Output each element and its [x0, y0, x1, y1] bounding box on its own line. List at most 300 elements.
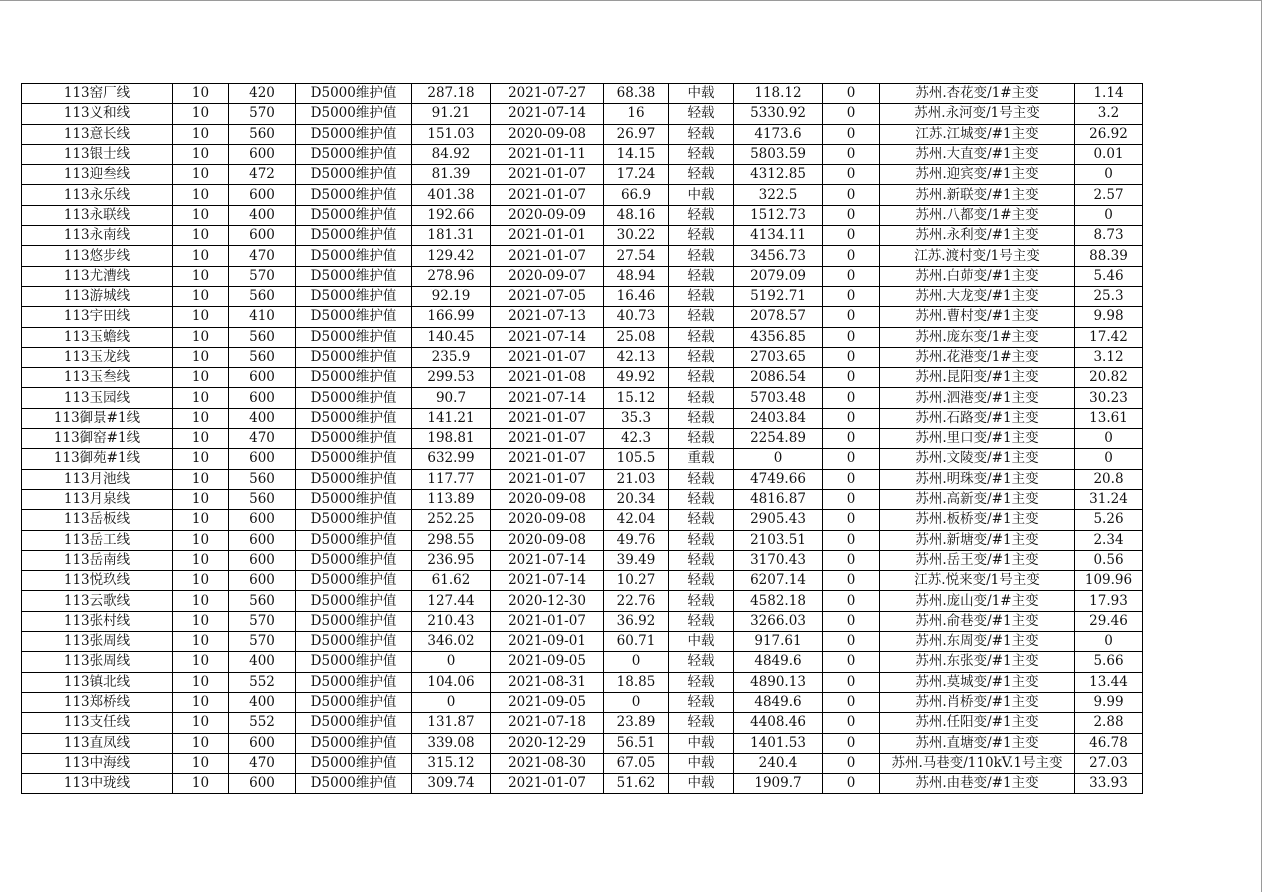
source-cell[interactable]: D5000维护值 — [296, 611, 412, 631]
load-rate-cell[interactable]: 0 — [604, 652, 669, 672]
load-rate-cell[interactable]: 10.27 — [604, 571, 669, 591]
current-cell[interactable]: 632.99 — [412, 449, 491, 469]
substation-cell[interactable]: 苏州.肖桥变/#1主变 — [880, 692, 1075, 712]
substation-cell[interactable]: 苏州.石路变/#1主变 — [880, 408, 1075, 428]
voltage-cell[interactable]: 10 — [173, 226, 229, 246]
line-name-cell[interactable]: 113岳工线 — [22, 530, 173, 550]
zero-cell[interactable]: 0 — [823, 469, 880, 489]
load-rate-cell[interactable]: 42.3 — [604, 429, 669, 449]
date-cell[interactable]: 2020-09-08 — [491, 489, 604, 509]
voltage-cell[interactable]: 10 — [173, 327, 229, 347]
date-cell[interactable]: 2021-01-07 — [491, 185, 604, 205]
source-cell[interactable]: D5000维护值 — [296, 347, 412, 367]
load-status-cell[interactable]: 中载 — [669, 733, 734, 753]
rated-current-cell[interactable]: 400 — [229, 652, 296, 672]
rated-current-cell[interactable]: 552 — [229, 713, 296, 733]
source-cell[interactable]: D5000维护值 — [296, 489, 412, 509]
load-status-cell[interactable]: 轻载 — [669, 469, 734, 489]
substation-cell[interactable]: 苏州.大龙变/#1主变 — [880, 286, 1075, 306]
current-cell[interactable]: 151.03 — [412, 124, 491, 144]
voltage-cell[interactable]: 10 — [173, 753, 229, 773]
current-cell[interactable]: 198.81 — [412, 429, 491, 449]
zero-cell[interactable]: 0 — [823, 774, 880, 794]
substation-cell[interactable]: 苏州.直塘变/#1主变 — [880, 733, 1075, 753]
date-cell[interactable]: 2021-01-07 — [491, 611, 604, 631]
substation-cell[interactable]: 苏州.俞巷变/#1主变 — [880, 611, 1075, 631]
capacity-cell[interactable]: 4849.6 — [734, 692, 823, 712]
value-cell[interactable]: 0.56 — [1075, 550, 1143, 570]
current-cell[interactable]: 278.96 — [412, 266, 491, 286]
load-status-cell[interactable]: 轻载 — [669, 429, 734, 449]
line-name-cell[interactable]: 113尤漕线 — [22, 266, 173, 286]
load-rate-cell[interactable]: 17.24 — [604, 165, 669, 185]
value-cell[interactable]: 5.26 — [1075, 510, 1143, 530]
line-name-cell[interactable]: 113张周线 — [22, 632, 173, 652]
substation-cell[interactable]: 苏州.庞东变/1#主变 — [880, 327, 1075, 347]
substation-cell[interactable]: 江苏.悦来变/1号主变 — [880, 571, 1075, 591]
value-cell[interactable]: 30.23 — [1075, 388, 1143, 408]
current-cell[interactable]: 210.43 — [412, 611, 491, 631]
load-rate-cell[interactable]: 23.89 — [604, 713, 669, 733]
line-name-cell[interactable]: 113中珑线 — [22, 774, 173, 794]
value-cell[interactable]: 5.66 — [1075, 652, 1143, 672]
load-status-cell[interactable]: 轻载 — [669, 246, 734, 266]
rated-current-cell[interactable]: 560 — [229, 489, 296, 509]
substation-cell[interactable]: 苏州.东周变/#1主变 — [880, 632, 1075, 652]
voltage-cell[interactable]: 10 — [173, 307, 229, 327]
load-rate-cell[interactable]: 42.13 — [604, 347, 669, 367]
zero-cell[interactable]: 0 — [823, 347, 880, 367]
source-cell[interactable]: D5000维护值 — [296, 733, 412, 753]
line-name-cell[interactable]: 113御窑#1线 — [22, 429, 173, 449]
zero-cell[interactable]: 0 — [823, 591, 880, 611]
capacity-cell[interactable]: 2079.09 — [734, 266, 823, 286]
zero-cell[interactable]: 0 — [823, 510, 880, 530]
capacity-cell[interactable]: 1909.7 — [734, 774, 823, 794]
load-status-cell[interactable]: 轻载 — [669, 347, 734, 367]
current-cell[interactable]: 315.12 — [412, 753, 491, 773]
rated-current-cell[interactable]: 600 — [229, 774, 296, 794]
value-cell[interactable]: 26.92 — [1075, 124, 1143, 144]
substation-cell[interactable]: 苏州.花港变/1#主变 — [880, 347, 1075, 367]
substation-cell[interactable]: 苏州.永利变/#1主变 — [880, 226, 1075, 246]
substation-cell[interactable]: 苏州.昆阳变/#1主变 — [880, 368, 1075, 388]
capacity-cell[interactable]: 5803.59 — [734, 144, 823, 164]
load-status-cell[interactable]: 轻载 — [669, 286, 734, 306]
source-cell[interactable]: D5000维护值 — [296, 144, 412, 164]
zero-cell[interactable]: 0 — [823, 286, 880, 306]
voltage-cell[interactable]: 10 — [173, 185, 229, 205]
line-name-cell[interactable]: 113永乐线 — [22, 185, 173, 205]
capacity-cell[interactable]: 2254.89 — [734, 429, 823, 449]
source-cell[interactable]: D5000维护值 — [296, 530, 412, 550]
load-rate-cell[interactable]: 0 — [604, 692, 669, 712]
source-cell[interactable]: D5000维护值 — [296, 449, 412, 469]
line-name-cell[interactable]: 113窑厂线 — [22, 84, 173, 104]
zero-cell[interactable]: 0 — [823, 165, 880, 185]
voltage-cell[interactable]: 10 — [173, 611, 229, 631]
rated-current-cell[interactable]: 400 — [229, 205, 296, 225]
load-status-cell[interactable]: 中载 — [669, 185, 734, 205]
load-rate-cell[interactable]: 22.76 — [604, 591, 669, 611]
substation-cell[interactable]: 苏州.岳王变/#1主变 — [880, 550, 1075, 570]
date-cell[interactable]: 2021-07-27 — [491, 84, 604, 104]
value-cell[interactable]: 27.03 — [1075, 753, 1143, 773]
substation-cell[interactable]: 苏州.板桥变/#1主变 — [880, 510, 1075, 530]
voltage-cell[interactable]: 10 — [173, 124, 229, 144]
zero-cell[interactable]: 0 — [823, 652, 880, 672]
load-status-cell[interactable]: 中载 — [669, 753, 734, 773]
zero-cell[interactable]: 0 — [823, 611, 880, 631]
voltage-cell[interactable]: 10 — [173, 713, 229, 733]
value-cell[interactable]: 9.98 — [1075, 307, 1143, 327]
zero-cell[interactable]: 0 — [823, 632, 880, 652]
value-cell[interactable]: 0 — [1075, 429, 1143, 449]
voltage-cell[interactable]: 10 — [173, 246, 229, 266]
zero-cell[interactable]: 0 — [823, 672, 880, 692]
capacity-cell[interactable]: 2078.57 — [734, 307, 823, 327]
value-cell[interactable]: 8.73 — [1075, 226, 1143, 246]
line-name-cell[interactable]: 113张村线 — [22, 611, 173, 631]
value-cell[interactable]: 0 — [1075, 205, 1143, 225]
line-name-cell[interactable]: 113永南线 — [22, 226, 173, 246]
capacity-cell[interactable]: 4816.87 — [734, 489, 823, 509]
load-rate-cell[interactable]: 67.05 — [604, 753, 669, 773]
current-cell[interactable]: 131.87 — [412, 713, 491, 733]
source-cell[interactable]: D5000维护值 — [296, 632, 412, 652]
zero-cell[interactable]: 0 — [823, 713, 880, 733]
line-name-cell[interactable]: 113玉园线 — [22, 388, 173, 408]
value-cell[interactable]: 25.3 — [1075, 286, 1143, 306]
source-cell[interactable]: D5000维护值 — [296, 652, 412, 672]
substation-cell[interactable]: 江苏.江城变/#1主变 — [880, 124, 1075, 144]
date-cell[interactable]: 2021-01-07 — [491, 429, 604, 449]
capacity-cell[interactable]: 4849.6 — [734, 652, 823, 672]
load-rate-cell[interactable]: 60.71 — [604, 632, 669, 652]
current-cell[interactable]: 61.62 — [412, 571, 491, 591]
substation-cell[interactable]: 苏州.庞山变/1#主变 — [880, 591, 1075, 611]
value-cell[interactable]: 2.57 — [1075, 185, 1143, 205]
line-name-cell[interactable]: 113镇北线 — [22, 672, 173, 692]
source-cell[interactable]: D5000维护值 — [296, 185, 412, 205]
date-cell[interactable]: 2020-12-30 — [491, 591, 604, 611]
load-status-cell[interactable]: 轻载 — [669, 205, 734, 225]
date-cell[interactable]: 2021-01-07 — [491, 347, 604, 367]
rated-current-cell[interactable]: 552 — [229, 672, 296, 692]
date-cell[interactable]: 2021-09-05 — [491, 692, 604, 712]
rated-current-cell[interactable]: 600 — [229, 571, 296, 591]
zero-cell[interactable]: 0 — [823, 124, 880, 144]
current-cell[interactable]: 235.9 — [412, 347, 491, 367]
date-cell[interactable]: 2020-09-07 — [491, 266, 604, 286]
line-name-cell[interactable]: 113直凤线 — [22, 733, 173, 753]
line-name-cell[interactable]: 113迎叁线 — [22, 165, 173, 185]
rated-current-cell[interactable]: 570 — [229, 611, 296, 631]
source-cell[interactable]: D5000维护值 — [296, 246, 412, 266]
rated-current-cell[interactable]: 420 — [229, 84, 296, 104]
rated-current-cell[interactable]: 600 — [229, 733, 296, 753]
date-cell[interactable]: 2021-09-01 — [491, 632, 604, 652]
load-rate-cell[interactable]: 36.92 — [604, 611, 669, 631]
line-name-cell[interactable]: 113义和线 — [22, 104, 173, 124]
current-cell[interactable]: 104.06 — [412, 672, 491, 692]
load-status-cell[interactable]: 轻载 — [669, 266, 734, 286]
load-status-cell[interactable]: 轻载 — [669, 611, 734, 631]
date-cell[interactable]: 2021-07-14 — [491, 388, 604, 408]
value-cell[interactable]: 31.24 — [1075, 489, 1143, 509]
rated-current-cell[interactable]: 570 — [229, 632, 296, 652]
date-cell[interactable]: 2021-08-30 — [491, 753, 604, 773]
date-cell[interactable]: 2020-09-08 — [491, 124, 604, 144]
capacity-cell[interactable]: 1512.73 — [734, 205, 823, 225]
line-name-cell[interactable]: 113玉龙线 — [22, 347, 173, 367]
voltage-cell[interactable]: 10 — [173, 733, 229, 753]
voltage-cell[interactable]: 10 — [173, 368, 229, 388]
load-status-cell[interactable]: 轻载 — [669, 571, 734, 591]
capacity-cell[interactable]: 2905.43 — [734, 510, 823, 530]
date-cell[interactable]: 2020-09-09 — [491, 205, 604, 225]
rated-current-cell[interactable]: 400 — [229, 408, 296, 428]
line-name-cell[interactable]: 113悠步线 — [22, 246, 173, 266]
source-cell[interactable]: D5000维护值 — [296, 307, 412, 327]
voltage-cell[interactable]: 10 — [173, 429, 229, 449]
capacity-cell[interactable]: 4582.18 — [734, 591, 823, 611]
load-status-cell[interactable]: 轻载 — [669, 652, 734, 672]
substation-cell[interactable]: 苏州.八都变/1#主变 — [880, 205, 1075, 225]
load-rate-cell[interactable]: 49.76 — [604, 530, 669, 550]
load-status-cell[interactable]: 中载 — [669, 84, 734, 104]
voltage-cell[interactable]: 10 — [173, 449, 229, 469]
capacity-cell[interactable]: 4749.66 — [734, 469, 823, 489]
load-status-cell[interactable]: 轻载 — [669, 713, 734, 733]
capacity-cell[interactable]: 4408.46 — [734, 713, 823, 733]
zero-cell[interactable]: 0 — [823, 205, 880, 225]
rated-current-cell[interactable]: 470 — [229, 753, 296, 773]
source-cell[interactable]: D5000维护值 — [296, 226, 412, 246]
zero-cell[interactable]: 0 — [823, 692, 880, 712]
load-status-cell[interactable]: 轻载 — [669, 591, 734, 611]
load-rate-cell[interactable]: 66.9 — [604, 185, 669, 205]
value-cell[interactable]: 29.46 — [1075, 611, 1143, 631]
load-rate-cell[interactable]: 48.94 — [604, 266, 669, 286]
value-cell[interactable]: 0 — [1075, 632, 1143, 652]
substation-cell[interactable]: 苏州.明珠变/#1主变 — [880, 469, 1075, 489]
current-cell[interactable]: 113.89 — [412, 489, 491, 509]
load-rate-cell[interactable]: 25.08 — [604, 327, 669, 347]
date-cell[interactable]: 2020-09-08 — [491, 510, 604, 530]
substation-cell[interactable]: 苏州.曹村变/#1主变 — [880, 307, 1075, 327]
line-name-cell[interactable]: 113玉叁线 — [22, 368, 173, 388]
value-cell[interactable]: 17.93 — [1075, 591, 1143, 611]
value-cell[interactable]: 1.14 — [1075, 84, 1143, 104]
source-cell[interactable]: D5000维护值 — [296, 550, 412, 570]
value-cell[interactable]: 3.2 — [1075, 104, 1143, 124]
date-cell[interactable]: 2021-01-11 — [491, 144, 604, 164]
rated-current-cell[interactable]: 560 — [229, 469, 296, 489]
voltage-cell[interactable]: 10 — [173, 388, 229, 408]
current-cell[interactable]: 346.02 — [412, 632, 491, 652]
date-cell[interactable]: 2021-01-07 — [491, 449, 604, 469]
voltage-cell[interactable]: 10 — [173, 672, 229, 692]
substation-cell[interactable]: 江苏.渡村变/1号主变 — [880, 246, 1075, 266]
load-status-cell[interactable]: 轻载 — [669, 692, 734, 712]
current-cell[interactable]: 90.7 — [412, 388, 491, 408]
date-cell[interactable]: 2021-01-07 — [491, 469, 604, 489]
current-cell[interactable]: 117.77 — [412, 469, 491, 489]
load-status-cell[interactable]: 轻载 — [669, 388, 734, 408]
load-status-cell[interactable]: 轻载 — [669, 489, 734, 509]
capacity-cell[interactable]: 118.12 — [734, 84, 823, 104]
load-status-cell[interactable]: 重载 — [669, 449, 734, 469]
zero-cell[interactable]: 0 — [823, 144, 880, 164]
value-cell[interactable]: 0 — [1075, 165, 1143, 185]
date-cell[interactable]: 2021-01-07 — [491, 408, 604, 428]
value-cell[interactable]: 9.99 — [1075, 692, 1143, 712]
load-status-cell[interactable]: 轻载 — [669, 530, 734, 550]
capacity-cell[interactable]: 5330.92 — [734, 104, 823, 124]
zero-cell[interactable]: 0 — [823, 104, 880, 124]
value-cell[interactable]: 0 — [1075, 449, 1143, 469]
capacity-cell[interactable]: 3170.43 — [734, 550, 823, 570]
substation-cell[interactable]: 苏州.杏花变/1#主变 — [880, 84, 1075, 104]
substation-cell[interactable]: 苏州.永河变/1号主变 — [880, 104, 1075, 124]
load-rate-cell[interactable]: 14.15 — [604, 144, 669, 164]
date-cell[interactable]: 2021-01-07 — [491, 774, 604, 794]
value-cell[interactable]: 20.8 — [1075, 469, 1143, 489]
load-status-cell[interactable]: 轻载 — [669, 550, 734, 570]
capacity-cell[interactable]: 3266.03 — [734, 611, 823, 631]
voltage-cell[interactable]: 10 — [173, 469, 229, 489]
source-cell[interactable]: D5000维护值 — [296, 165, 412, 185]
voltage-cell[interactable]: 10 — [173, 510, 229, 530]
load-rate-cell[interactable]: 27.54 — [604, 246, 669, 266]
substation-cell[interactable]: 苏州.泗港变/#1主变 — [880, 388, 1075, 408]
rated-current-cell[interactable]: 600 — [229, 388, 296, 408]
line-name-cell[interactable]: 113月池线 — [22, 469, 173, 489]
date-cell[interactable]: 2021-09-05 — [491, 652, 604, 672]
line-name-cell[interactable]: 113御景#1线 — [22, 408, 173, 428]
substation-cell[interactable]: 苏州.马巷变/110kV.1号主变 — [880, 753, 1075, 773]
zero-cell[interactable]: 0 — [823, 84, 880, 104]
zero-cell[interactable]: 0 — [823, 408, 880, 428]
date-cell[interactable]: 2021-07-13 — [491, 307, 604, 327]
zero-cell[interactable]: 0 — [823, 368, 880, 388]
line-name-cell[interactable]: 113玉蟾线 — [22, 327, 173, 347]
substation-cell[interactable]: 苏州.新塘变/#1主变 — [880, 530, 1075, 550]
rated-current-cell[interactable]: 560 — [229, 347, 296, 367]
voltage-cell[interactable]: 10 — [173, 205, 229, 225]
value-cell[interactable]: 88.39 — [1075, 246, 1143, 266]
value-cell[interactable]: 13.44 — [1075, 672, 1143, 692]
zero-cell[interactable]: 0 — [823, 266, 880, 286]
current-cell[interactable]: 299.53 — [412, 368, 491, 388]
rated-current-cell[interactable]: 470 — [229, 429, 296, 449]
source-cell[interactable]: D5000维护值 — [296, 266, 412, 286]
voltage-cell[interactable]: 10 — [173, 652, 229, 672]
line-name-cell[interactable]: 113月泉线 — [22, 489, 173, 509]
source-cell[interactable]: D5000维护值 — [296, 672, 412, 692]
current-cell[interactable]: 141.21 — [412, 408, 491, 428]
substation-cell[interactable]: 苏州.新联变/#1主变 — [880, 185, 1075, 205]
value-cell[interactable]: 46.78 — [1075, 733, 1143, 753]
capacity-cell[interactable]: 0 — [734, 449, 823, 469]
substation-cell[interactable]: 苏州.东张变/#1主变 — [880, 652, 1075, 672]
date-cell[interactable]: 2021-07-14 — [491, 104, 604, 124]
load-rate-cell[interactable]: 21.03 — [604, 469, 669, 489]
line-name-cell[interactable]: 113悦玖线 — [22, 571, 173, 591]
current-cell[interactable]: 181.31 — [412, 226, 491, 246]
zero-cell[interactable]: 0 — [823, 571, 880, 591]
load-status-cell[interactable]: 轻载 — [669, 165, 734, 185]
capacity-cell[interactable]: 6207.14 — [734, 571, 823, 591]
source-cell[interactable]: D5000维护值 — [296, 692, 412, 712]
load-rate-cell[interactable]: 49.92 — [604, 368, 669, 388]
capacity-cell[interactable]: 5703.48 — [734, 388, 823, 408]
capacity-cell[interactable]: 2103.51 — [734, 530, 823, 550]
load-status-cell[interactable]: 轻载 — [669, 510, 734, 530]
zero-cell[interactable]: 0 — [823, 226, 880, 246]
current-cell[interactable]: 81.39 — [412, 165, 491, 185]
source-cell[interactable]: D5000维护值 — [296, 286, 412, 306]
load-status-cell[interactable]: 中载 — [669, 774, 734, 794]
date-cell[interactable]: 2021-07-14 — [491, 327, 604, 347]
value-cell[interactable]: 109.96 — [1075, 571, 1143, 591]
date-cell[interactable]: 2021-08-31 — [491, 672, 604, 692]
load-rate-cell[interactable]: 35.3 — [604, 408, 669, 428]
capacity-cell[interactable]: 4173.6 — [734, 124, 823, 144]
date-cell[interactable]: 2021-07-14 — [491, 571, 604, 591]
line-name-cell[interactable]: 113永联线 — [22, 205, 173, 225]
voltage-cell[interactable]: 10 — [173, 347, 229, 367]
date-cell[interactable]: 2020-09-08 — [491, 530, 604, 550]
load-status-cell[interactable]: 中载 — [669, 632, 734, 652]
rated-current-cell[interactable]: 470 — [229, 246, 296, 266]
rated-current-cell[interactable]: 400 — [229, 692, 296, 712]
load-rate-cell[interactable]: 20.34 — [604, 489, 669, 509]
line-name-cell[interactable]: 113银士线 — [22, 144, 173, 164]
rated-current-cell[interactable]: 570 — [229, 266, 296, 286]
source-cell[interactable]: D5000维护值 — [296, 408, 412, 428]
line-name-cell[interactable]: 113支任线 — [22, 713, 173, 733]
line-name-cell[interactable]: 113郑桥线 — [22, 692, 173, 712]
rated-current-cell[interactable]: 560 — [229, 124, 296, 144]
load-status-cell[interactable]: 轻载 — [669, 307, 734, 327]
load-rate-cell[interactable]: 42.04 — [604, 510, 669, 530]
date-cell[interactable]: 2021-07-14 — [491, 550, 604, 570]
capacity-cell[interactable]: 2703.65 — [734, 347, 823, 367]
load-status-cell[interactable]: 轻载 — [669, 104, 734, 124]
load-status-cell[interactable]: 轻载 — [669, 327, 734, 347]
current-cell[interactable]: 192.66 — [412, 205, 491, 225]
substation-cell[interactable]: 苏州.莫城变/#1主变 — [880, 672, 1075, 692]
date-cell[interactable]: 2021-07-18 — [491, 713, 604, 733]
voltage-cell[interactable]: 10 — [173, 84, 229, 104]
current-cell[interactable]: 0 — [412, 692, 491, 712]
zero-cell[interactable]: 0 — [823, 388, 880, 408]
current-cell[interactable]: 92.19 — [412, 286, 491, 306]
line-name-cell[interactable]: 113岳板线 — [22, 510, 173, 530]
current-cell[interactable]: 309.74 — [412, 774, 491, 794]
date-cell[interactable]: 2021-07-05 — [491, 286, 604, 306]
capacity-cell[interactable]: 240.4 — [734, 753, 823, 773]
source-cell[interactable]: D5000维护值 — [296, 571, 412, 591]
current-cell[interactable]: 166.99 — [412, 307, 491, 327]
rated-current-cell[interactable]: 570 — [229, 104, 296, 124]
current-cell[interactable]: 298.55 — [412, 530, 491, 550]
source-cell[interactable]: D5000维护值 — [296, 124, 412, 144]
source-cell[interactable]: D5000维护值 — [296, 469, 412, 489]
source-cell[interactable]: D5000维护值 — [296, 429, 412, 449]
